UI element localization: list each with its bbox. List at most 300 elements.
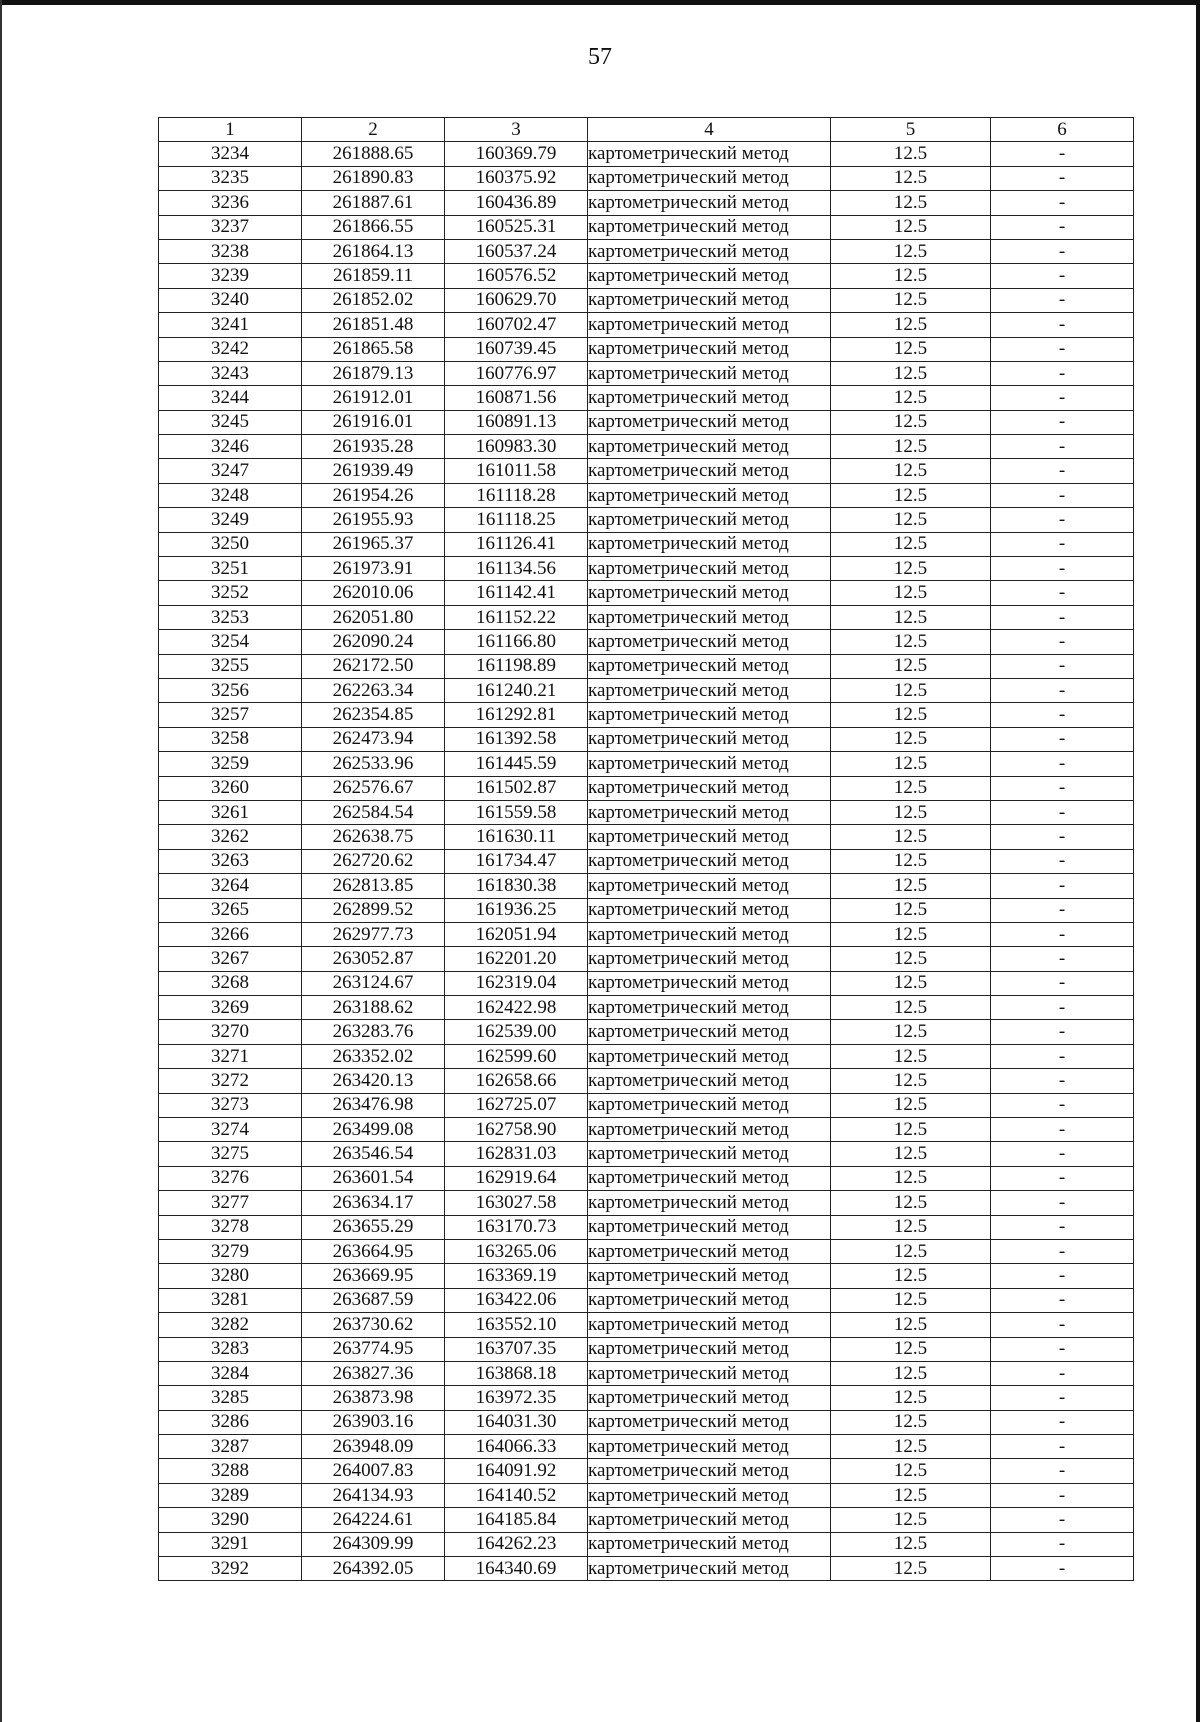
description-cell: -	[991, 800, 1134, 824]
y-coordinate-cell: 160436.89	[445, 191, 588, 215]
x-coordinate-cell: 263948.09	[302, 1435, 445, 1459]
y-coordinate-cell: 163265.06	[445, 1239, 588, 1263]
y-coordinate-cell: 164140.52	[445, 1483, 588, 1507]
description-cell: -	[991, 142, 1134, 166]
point-number-cell: 3260	[159, 776, 302, 800]
point-number-cell: 3270	[159, 1020, 302, 1044]
y-coordinate-cell: 163972.35	[445, 1386, 588, 1410]
accuracy-cell: 12.5	[831, 532, 991, 556]
table-row	[159, 1020, 1134, 1044]
description-cell: -	[991, 483, 1134, 507]
table-row	[159, 898, 1134, 922]
method-cell: картометрический метод	[588, 874, 831, 898]
x-coordinate-cell: 264134.93	[302, 1483, 445, 1507]
method-cell: картометрический метод	[588, 1166, 831, 1190]
accuracy-cell: 12.5	[831, 1508, 991, 1532]
point-number-cell: 3287	[159, 1435, 302, 1459]
table-row	[159, 703, 1134, 727]
method-cell: картометрический метод	[588, 361, 831, 385]
point-number-cell: 3250	[159, 532, 302, 556]
y-coordinate-cell: 160776.97	[445, 361, 588, 385]
accuracy-cell: 12.5	[831, 1435, 991, 1459]
table-row	[159, 1508, 1134, 1532]
accuracy-cell: 12.5	[831, 1459, 991, 1483]
scan-left-border	[0, 0, 2, 1722]
table-row	[159, 532, 1134, 556]
point-number-cell: 3241	[159, 313, 302, 337]
point-number-cell: 3277	[159, 1191, 302, 1215]
table-row	[159, 1166, 1134, 1190]
x-coordinate-cell: 264224.61	[302, 1508, 445, 1532]
accuracy-cell: 12.5	[831, 557, 991, 581]
accuracy-cell: 12.5	[831, 1166, 991, 1190]
table-row	[159, 1337, 1134, 1361]
table-row	[159, 1264, 1134, 1288]
accuracy-cell: 12.5	[831, 1557, 991, 1581]
table-row	[159, 678, 1134, 702]
y-coordinate-cell: 161292.81	[445, 703, 588, 727]
table-row	[159, 849, 1134, 873]
method-cell: картометрический метод	[588, 239, 831, 263]
method-cell: картометрический метод	[588, 776, 831, 800]
table-row	[159, 1288, 1134, 1312]
point-number-cell: 3238	[159, 239, 302, 263]
accuracy-cell: 12.5	[831, 874, 991, 898]
accuracy-cell: 12.5	[831, 996, 991, 1020]
point-number-cell: 3254	[159, 630, 302, 654]
point-number-cell: 3273	[159, 1093, 302, 1117]
x-coordinate-cell: 261965.37	[302, 532, 445, 556]
method-cell: картометрический метод	[588, 605, 831, 629]
y-coordinate-cell: 160891.13	[445, 410, 588, 434]
x-coordinate-cell: 263601.54	[302, 1166, 445, 1190]
accuracy-cell: 12.5	[831, 1386, 991, 1410]
y-coordinate-cell: 161830.38	[445, 874, 588, 898]
method-cell: картометрический метод	[588, 1044, 831, 1068]
y-coordinate-cell: 164340.69	[445, 1557, 588, 1581]
method-cell: картометрический метод	[588, 800, 831, 824]
point-number-cell: 3276	[159, 1166, 302, 1190]
method-cell: картометрический метод	[588, 678, 831, 702]
description-cell: -	[991, 1459, 1134, 1483]
description-cell: -	[991, 1264, 1134, 1288]
accuracy-cell: 12.5	[831, 1337, 991, 1361]
y-coordinate-cell: 161630.11	[445, 825, 588, 849]
table-row	[159, 1044, 1134, 1068]
description-cell: -	[991, 1044, 1134, 1068]
point-number-cell: 3234	[159, 142, 302, 166]
x-coordinate-cell: 261955.93	[302, 508, 445, 532]
y-coordinate-cell: 161011.58	[445, 459, 588, 483]
x-coordinate-cell: 263664.95	[302, 1239, 445, 1263]
table-row	[159, 1215, 1134, 1239]
method-cell: картометрический метод	[588, 1435, 831, 1459]
x-coordinate-cell: 262010.06	[302, 581, 445, 605]
table-row	[159, 1386, 1134, 1410]
point-number-cell: 3235	[159, 166, 302, 190]
table-row	[159, 459, 1134, 483]
header-col-4: 4	[588, 118, 831, 142]
accuracy-cell: 12.5	[831, 386, 991, 410]
x-coordinate-cell: 261939.49	[302, 459, 445, 483]
x-coordinate-cell: 261859.11	[302, 264, 445, 288]
y-coordinate-cell: 163369.19	[445, 1264, 588, 1288]
table-row	[159, 654, 1134, 678]
point-number-cell: 3285	[159, 1386, 302, 1410]
table-row	[159, 1532, 1134, 1556]
y-coordinate-cell: 160375.92	[445, 166, 588, 190]
x-coordinate-cell: 262977.73	[302, 922, 445, 946]
point-number-cell: 3243	[159, 361, 302, 385]
x-coordinate-cell: 263188.62	[302, 996, 445, 1020]
description-cell: -	[991, 630, 1134, 654]
description-cell: -	[991, 1142, 1134, 1166]
x-coordinate-cell: 261935.28	[302, 435, 445, 459]
method-cell: картометрический метод	[588, 1337, 831, 1361]
method-cell: картометрический метод	[588, 508, 831, 532]
table-row	[159, 337, 1134, 361]
description-cell: -	[991, 557, 1134, 581]
point-number-cell: 3292	[159, 1557, 302, 1581]
point-number-cell: 3271	[159, 1044, 302, 1068]
y-coordinate-cell: 163027.58	[445, 1191, 588, 1215]
y-coordinate-cell: 161152.22	[445, 605, 588, 629]
point-number-cell: 3263	[159, 849, 302, 873]
method-cell: картометрический метод	[588, 1508, 831, 1532]
method-cell: картометрический метод	[588, 435, 831, 459]
accuracy-cell: 12.5	[831, 313, 991, 337]
description-cell: -	[991, 1386, 1134, 1410]
point-number-cell: 3255	[159, 654, 302, 678]
y-coordinate-cell: 162201.20	[445, 947, 588, 971]
x-coordinate-cell: 262090.24	[302, 630, 445, 654]
x-coordinate-cell: 262813.85	[302, 874, 445, 898]
description-cell: -	[991, 1410, 1134, 1434]
method-cell: картометрический метод	[588, 1288, 831, 1312]
accuracy-cell: 12.5	[831, 1142, 991, 1166]
y-coordinate-cell: 161445.59	[445, 752, 588, 776]
accuracy-cell: 12.5	[831, 1044, 991, 1068]
method-cell: картометрический метод	[588, 1459, 831, 1483]
method-cell: картометрический метод	[588, 532, 831, 556]
y-coordinate-cell: 161502.87	[445, 776, 588, 800]
description-cell: -	[991, 1093, 1134, 1117]
x-coordinate-cell: 261865.58	[302, 337, 445, 361]
y-coordinate-cell: 160702.47	[445, 313, 588, 337]
y-coordinate-cell: 164031.30	[445, 1410, 588, 1434]
accuracy-cell: 12.5	[831, 1069, 991, 1093]
method-cell: картометрический метод	[588, 654, 831, 678]
accuracy-cell: 12.5	[831, 1093, 991, 1117]
y-coordinate-cell: 162422.98	[445, 996, 588, 1020]
x-coordinate-cell: 262172.50	[302, 654, 445, 678]
description-cell: -	[991, 532, 1134, 556]
header-col-2: 2	[302, 118, 445, 142]
x-coordinate-cell: 263352.02	[302, 1044, 445, 1068]
table-row	[159, 508, 1134, 532]
accuracy-cell: 12.5	[831, 581, 991, 605]
point-number-cell: 3253	[159, 605, 302, 629]
point-number-cell: 3257	[159, 703, 302, 727]
table-row	[159, 1313, 1134, 1337]
y-coordinate-cell: 162051.94	[445, 922, 588, 946]
description-cell: -	[991, 947, 1134, 971]
description-cell: -	[991, 166, 1134, 190]
table-row	[159, 557, 1134, 581]
description-cell: -	[991, 1069, 1134, 1093]
x-coordinate-cell: 262263.34	[302, 678, 445, 702]
table-row	[159, 1239, 1134, 1263]
y-coordinate-cell: 161118.28	[445, 483, 588, 507]
description-cell: -	[991, 678, 1134, 702]
accuracy-cell: 12.5	[831, 1020, 991, 1044]
point-number-cell: 3258	[159, 727, 302, 751]
point-number-cell: 3286	[159, 1410, 302, 1434]
description-cell: -	[991, 605, 1134, 629]
table-row	[159, 435, 1134, 459]
scan-top-border	[0, 0, 1200, 5]
accuracy-cell: 12.5	[831, 239, 991, 263]
accuracy-cell: 12.5	[831, 264, 991, 288]
method-cell: картометрический метод	[588, 386, 831, 410]
description-cell: -	[991, 1508, 1134, 1532]
table-row	[159, 874, 1134, 898]
accuracy-cell: 12.5	[831, 361, 991, 385]
method-cell: картометрический метод	[588, 483, 831, 507]
description-cell: -	[991, 996, 1134, 1020]
description-cell: -	[991, 288, 1134, 312]
point-number-cell: 3274	[159, 1118, 302, 1142]
coordinates-table	[158, 117, 1134, 1581]
description-cell: -	[991, 1215, 1134, 1239]
method-cell: картометрический метод	[588, 922, 831, 946]
method-cell: картометрический метод	[588, 703, 831, 727]
description-cell: -	[991, 1313, 1134, 1337]
header-row	[159, 118, 1134, 142]
y-coordinate-cell: 160871.56	[445, 386, 588, 410]
point-number-cell: 3280	[159, 1264, 302, 1288]
accuracy-cell: 12.5	[831, 483, 991, 507]
table-row	[159, 800, 1134, 824]
method-cell: картометрический метод	[588, 1483, 831, 1507]
accuracy-cell: 12.5	[831, 947, 991, 971]
y-coordinate-cell: 163552.10	[445, 1313, 588, 1337]
table-row	[159, 1557, 1134, 1581]
point-number-cell: 3240	[159, 288, 302, 312]
description-cell: -	[991, 1191, 1134, 1215]
table-row	[159, 996, 1134, 1020]
x-coordinate-cell: 262473.94	[302, 727, 445, 751]
description-cell: -	[991, 1166, 1134, 1190]
x-coordinate-cell: 264007.83	[302, 1459, 445, 1483]
accuracy-cell: 12.5	[831, 1239, 991, 1263]
x-coordinate-cell: 262354.85	[302, 703, 445, 727]
method-cell: картометрический метод	[588, 1142, 831, 1166]
method-cell: картометрический метод	[588, 630, 831, 654]
table-row	[159, 1142, 1134, 1166]
x-coordinate-cell: 261852.02	[302, 288, 445, 312]
method-cell: картометрический метод	[588, 1020, 831, 1044]
table-row	[159, 142, 1134, 166]
description-cell: -	[991, 703, 1134, 727]
method-cell: картометрический метод	[588, 1118, 831, 1142]
accuracy-cell: 12.5	[831, 1410, 991, 1434]
description-cell: -	[991, 1337, 1134, 1361]
description-cell: -	[991, 898, 1134, 922]
description-cell: -	[991, 508, 1134, 532]
description-cell: -	[991, 386, 1134, 410]
description-cell: -	[991, 1483, 1134, 1507]
x-coordinate-cell: 261973.91	[302, 557, 445, 581]
description-cell: -	[991, 849, 1134, 873]
accuracy-cell: 12.5	[831, 1215, 991, 1239]
accuracy-cell: 12.5	[831, 191, 991, 215]
method-cell: картометрический метод	[588, 727, 831, 751]
method-cell: картометрический метод	[588, 313, 831, 337]
y-coordinate-cell: 160576.52	[445, 264, 588, 288]
x-coordinate-cell: 262051.80	[302, 605, 445, 629]
description-cell: -	[991, 654, 1134, 678]
method-cell: картометрический метод	[588, 1386, 831, 1410]
accuracy-cell: 12.5	[831, 1361, 991, 1385]
description-cell: -	[991, 191, 1134, 215]
point-number-cell: 3268	[159, 971, 302, 995]
table-row	[159, 727, 1134, 751]
y-coordinate-cell: 161559.58	[445, 800, 588, 824]
table-row	[159, 288, 1134, 312]
description-cell: -	[991, 971, 1134, 995]
point-number-cell: 3264	[159, 874, 302, 898]
accuracy-cell: 12.5	[831, 678, 991, 702]
table-row	[159, 630, 1134, 654]
x-coordinate-cell: 261851.48	[302, 313, 445, 337]
description-cell: -	[991, 825, 1134, 849]
description-cell: -	[991, 752, 1134, 776]
table-row	[159, 605, 1134, 629]
table-row	[159, 361, 1134, 385]
header-col-5: 5	[831, 118, 991, 142]
accuracy-cell: 12.5	[831, 1118, 991, 1142]
point-number-cell: 3282	[159, 1313, 302, 1337]
accuracy-cell: 12.5	[831, 1483, 991, 1507]
x-coordinate-cell: 261912.01	[302, 386, 445, 410]
table-header	[159, 118, 1134, 142]
header-col-3: 3	[445, 118, 588, 142]
x-coordinate-cell: 262899.52	[302, 898, 445, 922]
x-coordinate-cell: 261888.65	[302, 142, 445, 166]
accuracy-cell: 12.5	[831, 898, 991, 922]
table-row	[159, 1069, 1134, 1093]
method-cell: картометрический метод	[588, 752, 831, 776]
accuracy-cell: 12.5	[831, 337, 991, 361]
point-number-cell: 3247	[159, 459, 302, 483]
table-body	[159, 142, 1134, 1581]
x-coordinate-cell: 262533.96	[302, 752, 445, 776]
accuracy-cell: 12.5	[831, 435, 991, 459]
point-number-cell: 3289	[159, 1483, 302, 1507]
description-cell: -	[991, 435, 1134, 459]
table-row	[159, 215, 1134, 239]
accuracy-cell: 12.5	[831, 630, 991, 654]
point-number-cell: 3281	[159, 1288, 302, 1312]
accuracy-cell: 12.5	[831, 1532, 991, 1556]
method-cell: картометрический метод	[588, 410, 831, 434]
method-cell: картометрический метод	[588, 166, 831, 190]
accuracy-cell: 12.5	[831, 971, 991, 995]
method-cell: картометрический метод	[588, 459, 831, 483]
table-row	[159, 239, 1134, 263]
x-coordinate-cell: 262584.54	[302, 800, 445, 824]
accuracy-cell: 12.5	[831, 849, 991, 873]
y-coordinate-cell: 162658.66	[445, 1069, 588, 1093]
x-coordinate-cell: 263420.13	[302, 1069, 445, 1093]
point-number-cell: 3239	[159, 264, 302, 288]
description-cell: -	[991, 1361, 1134, 1385]
accuracy-cell: 12.5	[831, 1264, 991, 1288]
y-coordinate-cell: 163868.18	[445, 1361, 588, 1385]
point-number-cell: 3269	[159, 996, 302, 1020]
method-cell: картометрический метод	[588, 947, 831, 971]
point-number-cell: 3249	[159, 508, 302, 532]
header-col-1: 1	[159, 118, 302, 142]
table-row	[159, 313, 1134, 337]
page-number: 57	[588, 44, 612, 70]
table-row	[159, 1361, 1134, 1385]
point-number-cell: 3242	[159, 337, 302, 361]
y-coordinate-cell: 161118.25	[445, 508, 588, 532]
accuracy-cell: 12.5	[831, 922, 991, 946]
point-number-cell: 3291	[159, 1532, 302, 1556]
table-row	[159, 1191, 1134, 1215]
accuracy-cell: 12.5	[831, 459, 991, 483]
y-coordinate-cell: 162539.00	[445, 1020, 588, 1044]
x-coordinate-cell: 261864.13	[302, 239, 445, 263]
table-row	[159, 776, 1134, 800]
x-coordinate-cell: 262638.75	[302, 825, 445, 849]
method-cell: картометрический метод	[588, 971, 831, 995]
point-number-cell: 3248	[159, 483, 302, 507]
method-cell: картометрический метод	[588, 1557, 831, 1581]
point-number-cell: 3265	[159, 898, 302, 922]
description-cell: -	[991, 1435, 1134, 1459]
x-coordinate-cell: 263476.98	[302, 1093, 445, 1117]
scan-right-border	[1196, 0, 1200, 1722]
y-coordinate-cell: 162919.64	[445, 1166, 588, 1190]
description-cell: -	[991, 727, 1134, 751]
accuracy-cell: 12.5	[831, 1288, 991, 1312]
table-row	[159, 947, 1134, 971]
accuracy-cell: 12.5	[831, 703, 991, 727]
x-coordinate-cell: 261954.26	[302, 483, 445, 507]
accuracy-cell: 12.5	[831, 288, 991, 312]
y-coordinate-cell: 164185.84	[445, 1508, 588, 1532]
method-cell: картометрический метод	[588, 898, 831, 922]
y-coordinate-cell: 163707.35	[445, 1337, 588, 1361]
table-row	[159, 581, 1134, 605]
point-number-cell: 3266	[159, 922, 302, 946]
x-coordinate-cell: 261890.83	[302, 166, 445, 190]
y-coordinate-cell: 162599.60	[445, 1044, 588, 1068]
method-cell: картометрический метод	[588, 1410, 831, 1434]
point-number-cell: 3251	[159, 557, 302, 581]
method-cell: картометрический метод	[588, 849, 831, 873]
description-cell: -	[991, 922, 1134, 946]
y-coordinate-cell: 164066.33	[445, 1435, 588, 1459]
y-coordinate-cell: 161734.47	[445, 849, 588, 873]
y-coordinate-cell: 162319.04	[445, 971, 588, 995]
table-row	[159, 1410, 1134, 1434]
x-coordinate-cell: 262576.67	[302, 776, 445, 800]
